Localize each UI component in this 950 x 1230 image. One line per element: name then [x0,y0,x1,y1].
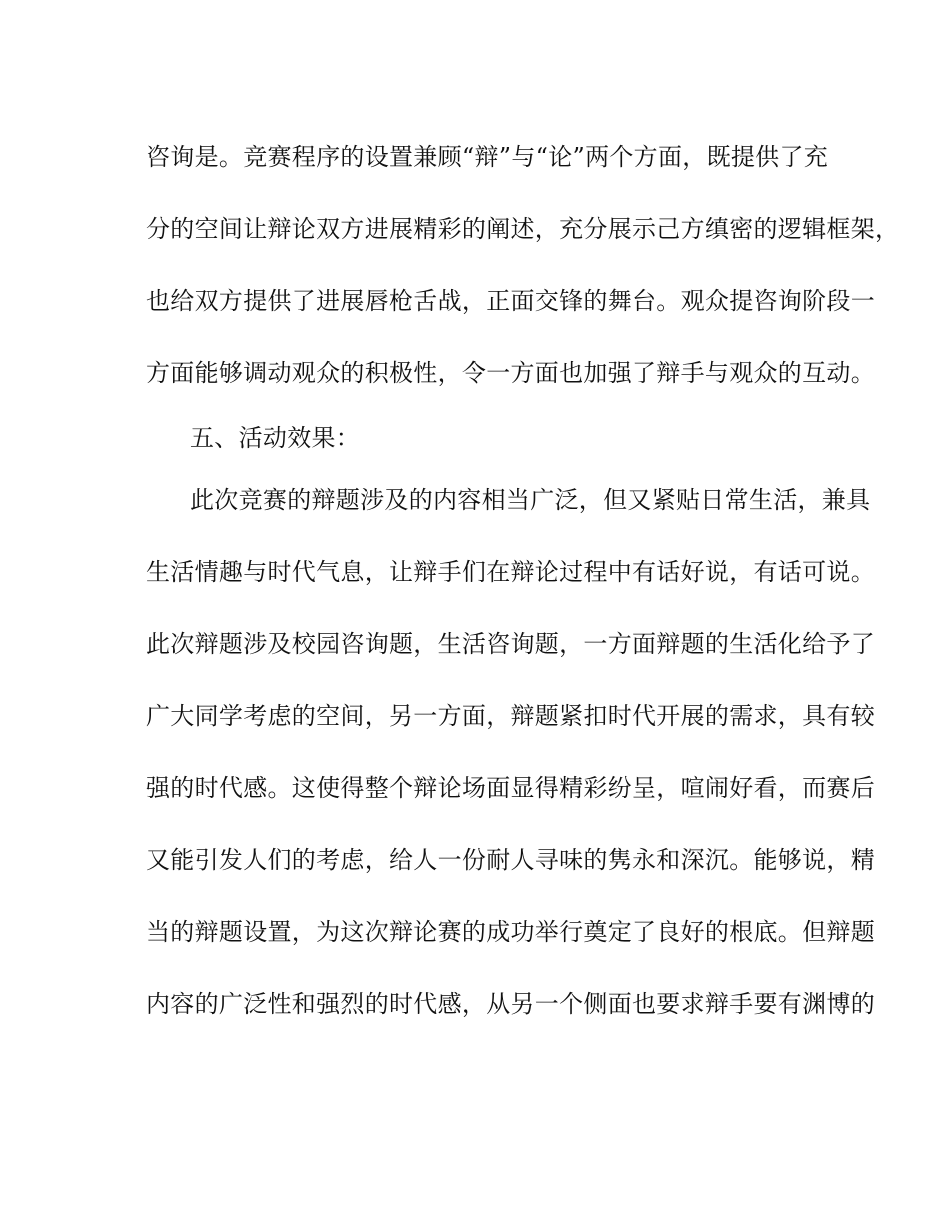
text-line-9: 广大同学考虑的空间，另一方面，辩题紧扣时代开展的需求，具有较 [146,702,875,730]
text-line-11: 又能引发人们的考虑，给人一份耐人寻味的隽永和深沉。能够说，精 [146,846,875,874]
text-line-7: 生活情趣与时代气息，让辩手们在辩论过程中有话好说，有话可说。 [146,558,875,586]
text-line-3: 也给双方提供了进展唇枪舌战，正面交锋的舞台。观众提咨询阶段一 [146,287,875,315]
text-line-12: 当的辩题设置，为这次辩论赛的成功举行奠定了良好的根底。但辩题 [146,918,875,946]
text-line-2: 分的空间让辩论双方进展精彩的阐述，充分展示己方缜密的逻辑框架， [146,215,900,243]
text-line-6: 此次竞赛的辩题涉及的内容相当广泛，但又紧贴日常生活，兼具 [190,486,871,514]
text-line-8: 此次辩题涉及校园咨询题，生活咨询题，一方面辩题的生活化给予了 [146,630,875,658]
text-line-13: 内容的广泛性和强烈的时代感，从另一个侧面也要求辩手要有渊博的 [146,990,875,1018]
text-line-1: 咨询是。竞赛程序的设置兼顾“辩”与“论”两个方面，既提供了充 [146,143,829,171]
text-line-10: 强的时代感。这使得整个辩论场面显得精彩纷呈，喧闹好看，而赛后 [146,774,875,802]
text-line-4: 方面能够调动观众的积极性，令一方面也加强了辩手与观众的互动。 [146,359,875,387]
section-heading: 五、活动效果： [190,424,361,452]
